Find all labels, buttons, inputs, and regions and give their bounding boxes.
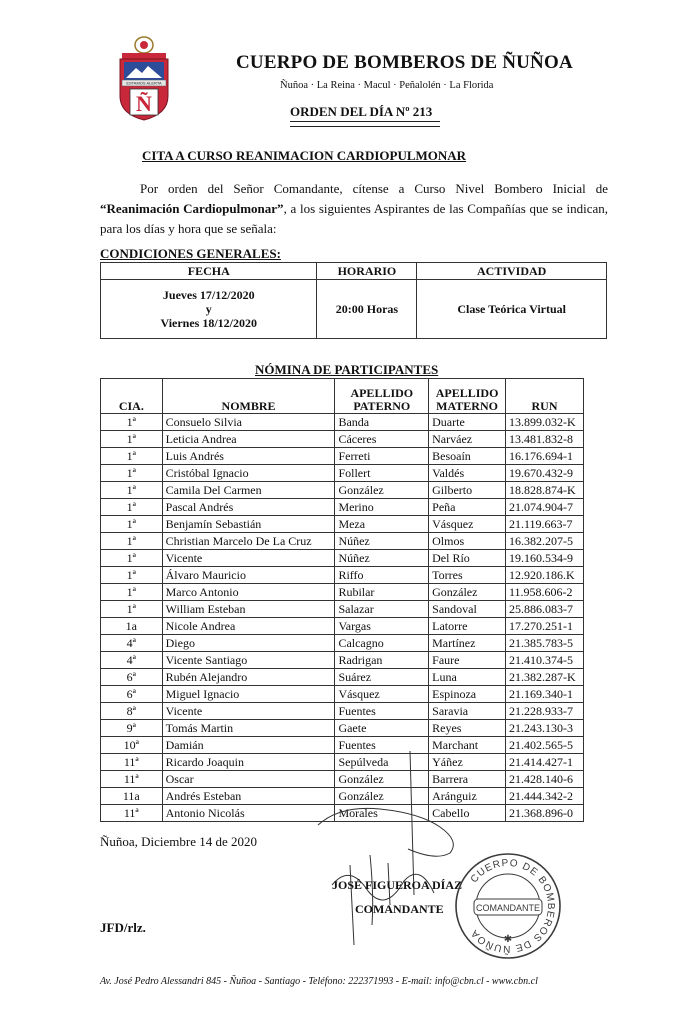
conditions-title: CONDICIONES GENERALES: xyxy=(100,246,281,261)
participant-apellido-paterno: Riffo xyxy=(335,567,429,584)
participant-apellido-materno: González xyxy=(429,584,506,601)
participant-cia: 1ª xyxy=(101,431,163,448)
participant-apellido-materno: Faure xyxy=(429,652,506,669)
intro-line2: , a los siguientes Aspirantes de las Compañías que se indican, para los días y hora que se señala: xyxy=(100,201,609,236)
participant-run: 19.160.534-9 xyxy=(506,550,584,567)
participant-run: 16.176.694-1 xyxy=(506,448,584,465)
participant-row xyxy=(101,567,584,584)
fecha-line1: Jueves 17/12/2020 xyxy=(162,288,255,302)
participant-row xyxy=(101,482,584,499)
participant-cia: 1ª xyxy=(101,448,163,465)
participant-apellido-materno: Aránguiz xyxy=(429,788,506,805)
participant-apellido-materno: Vásquez xyxy=(429,516,506,533)
participant-nombre: Ricardo Joaquin xyxy=(162,754,335,771)
participant-nombre: Damián xyxy=(162,737,335,754)
signer-role: COMANDANTE xyxy=(355,902,444,916)
participant-row xyxy=(101,533,584,550)
participant-nombre: Antonio Nicolás xyxy=(162,805,335,822)
participant-apellido-paterno: Núñez xyxy=(335,550,429,567)
participant-apellido-paterno: Ferreti xyxy=(335,448,429,465)
header-paterno-line1: APELLIDO xyxy=(350,386,414,400)
participant-row xyxy=(101,635,584,652)
participant-run: 21.243.130-3 xyxy=(506,720,584,737)
participant-cia: 1ª xyxy=(101,482,163,499)
org-name: CUERPO DE BOMBEROS DE ÑUÑOA xyxy=(236,52,573,73)
participant-nombre: Oscar xyxy=(162,771,335,788)
participant-cia: 1ª xyxy=(101,533,163,550)
participant-nombre: Benjamín Sebastián xyxy=(162,516,335,533)
participant-run: 21.385.783-5 xyxy=(506,635,584,652)
participant-cia: 1ª xyxy=(101,499,163,516)
participant-row xyxy=(101,720,584,737)
participant-run: 11.958.606-2 xyxy=(506,584,584,601)
participant-apellido-materno: Del Río xyxy=(429,550,506,567)
header-materno-line1: APELLIDO xyxy=(435,386,499,400)
participant-cia: 11ª xyxy=(101,754,163,771)
participant-run: 25.886.083-7 xyxy=(506,601,584,618)
participant-nombre: Vicente xyxy=(162,550,335,567)
participant-nombre: Consuelo Silvia xyxy=(162,414,335,431)
participant-row xyxy=(101,550,584,567)
participant-apellido-paterno: Calcagno xyxy=(335,635,429,652)
participant-apellido-materno: Luna xyxy=(429,669,506,686)
crest-banner-text: ESTAMOS ALERTA xyxy=(126,80,162,86)
participant-nombre: Nicole Andrea xyxy=(162,618,335,635)
participant-cia: 11a xyxy=(101,788,163,805)
participant-row xyxy=(101,686,584,703)
participant-apellido-paterno: Sepúlveda xyxy=(335,754,429,771)
participant-nombre: Cristóbal Ignacio xyxy=(162,465,335,482)
stamp-ring-text: CUERPO DE BOMBEROS DE ÑUÑOA xyxy=(468,857,557,955)
participant-nombre: Vicente Santiago xyxy=(162,652,335,669)
header-materno-line2: MATERNO xyxy=(436,399,498,413)
conditions-actividad-cell: Clase Teórica Virtual xyxy=(417,280,607,339)
document-subject: CITA A CURSO REANIMACION CARDIOPULMONAR xyxy=(142,148,467,163)
participant-run: 13.899.032-K xyxy=(506,414,584,431)
participant-apellido-paterno: González xyxy=(335,771,429,788)
participant-nombre: Álvaro Mauricio xyxy=(162,567,335,584)
participant-apellido-materno: Latorre xyxy=(429,618,506,635)
participant-cia: 1ª xyxy=(101,550,163,567)
participant-apellido-paterno: González xyxy=(335,788,429,805)
header-nombre: NOMBRE xyxy=(162,379,335,414)
conditions-fecha-cell xyxy=(101,280,317,339)
participant-run: 21.444.342-2 xyxy=(506,788,584,805)
participant-nombre: Miguel Ignacio xyxy=(162,686,335,703)
participant-run: 21.228.933-7 xyxy=(506,703,584,720)
participant-cia: 10ª xyxy=(101,737,163,754)
institution-crest-logo xyxy=(116,36,172,122)
participant-cia: 1ª xyxy=(101,584,163,601)
participant-apellido-materno: Marchant xyxy=(429,737,506,754)
participant-apellido-materno: Sandoval xyxy=(429,601,506,618)
participant-apellido-paterno: Morales xyxy=(335,805,429,822)
participant-apellido-paterno: Vásquez xyxy=(335,686,429,703)
participant-apellido-materno: Peña xyxy=(429,499,506,516)
participant-cia: 1ª xyxy=(101,601,163,618)
participant-cia: 6ª xyxy=(101,686,163,703)
participant-nombre: Marco Antonio xyxy=(162,584,335,601)
participant-apellido-materno: Espinoza xyxy=(429,686,506,703)
conditions-row xyxy=(101,280,607,339)
participant-run: 21.402.565-5 xyxy=(506,737,584,754)
participant-run: 13.481.832-8 xyxy=(506,431,584,448)
participant-apellido-paterno: Follert xyxy=(335,465,429,482)
participant-run: 21.428.140-6 xyxy=(506,771,584,788)
conditions-header-row xyxy=(101,263,607,280)
participant-apellido-materno: Gilberto xyxy=(429,482,506,499)
participant-row xyxy=(101,516,584,533)
participant-run: 19.670.432-9 xyxy=(506,465,584,482)
participant-apellido-paterno: Rubilar xyxy=(335,584,429,601)
org-communes: Ñuñoa · La Reina · Macul · Peñalolén · La Florida xyxy=(280,80,494,91)
participant-nombre: Andrés Esteban xyxy=(162,788,335,805)
participant-run: 21.414.427-1 xyxy=(506,754,584,771)
participant-cia: 4ª xyxy=(101,652,163,669)
place-date: Ñuñoa, Diciembre 14 de 2020 xyxy=(100,834,258,849)
participant-cia: 1a xyxy=(101,618,163,635)
participant-apellido-materno: Torres xyxy=(429,567,506,584)
participant-cia: 4ª xyxy=(101,635,163,652)
participant-apellido-materno: Martínez xyxy=(429,635,506,652)
participant-apellido-materno: Besoaín xyxy=(429,448,506,465)
participant-run: 16.382.207-5 xyxy=(506,533,584,550)
participant-apellido-paterno: Vargas xyxy=(335,618,429,635)
intro-line1: Por orden del Señor Comandante, cítense a Curso Nivel Bombero Inicial de xyxy=(140,181,608,196)
participant-nombre: Vicente xyxy=(162,703,335,720)
signer-name: JOSÉ FIGUEROA DÍAZ xyxy=(332,878,463,892)
participant-nombre: Luis Andrés xyxy=(162,448,335,465)
participant-cia: 1ª xyxy=(101,414,163,431)
participant-row xyxy=(101,431,584,448)
participant-apellido-paterno: Merino xyxy=(335,499,429,516)
header-run: RUN xyxy=(506,379,584,414)
intro-course-name: “Reanimación Cardiopulmonar” xyxy=(100,201,284,216)
participant-nombre: Pascal Andrés xyxy=(162,499,335,516)
official-stamp xyxy=(454,852,562,960)
handwritten-signature xyxy=(310,745,470,955)
participant-row xyxy=(101,414,584,431)
participant-run: 21.368.896-0 xyxy=(506,805,584,822)
participant-cia: 1ª xyxy=(101,567,163,584)
intro-paragraph xyxy=(100,179,608,239)
participant-row xyxy=(101,601,584,618)
stamp-star-icon: ✱ xyxy=(503,934,513,945)
participant-row xyxy=(101,465,584,482)
participants-header-row xyxy=(101,379,584,414)
participant-apellido-paterno: Gaete xyxy=(335,720,429,737)
stamp-center-text: COMANDANTE xyxy=(475,903,541,913)
participant-apellido-paterno: Cáceres xyxy=(335,431,429,448)
participant-apellido-paterno: Suárez xyxy=(335,669,429,686)
participant-nombre: Leticia Andrea xyxy=(162,431,335,448)
header-materno xyxy=(429,379,506,414)
participant-nombre: William Esteban xyxy=(162,601,335,618)
conditions-table xyxy=(100,262,607,339)
footer-address: Av. José Pedro Alessandri 845 - Ñuñoa - Santiago - Teléfono: 222371993 - E-mail: info@cbn.cl - www.cbn.cl xyxy=(100,976,538,987)
participant-cia: 1ª xyxy=(101,516,163,533)
participant-cia: 11ª xyxy=(101,771,163,788)
participant-nombre: Diego xyxy=(162,635,335,652)
participant-apellido-materno: Barrera xyxy=(429,771,506,788)
participant-run: 12.920.186.K xyxy=(506,567,584,584)
participant-apellido-paterno: Fuentes xyxy=(335,737,429,754)
crest-letter: Ñ xyxy=(136,91,152,116)
participants-title: NÓMINA DE PARTICIPANTES xyxy=(255,362,439,377)
participant-apellido-paterno: Radrigan xyxy=(335,652,429,669)
participant-apellido-materno: Yáñez xyxy=(429,754,506,771)
order-title: ORDEN DEL DÍA Nº 213 xyxy=(290,104,433,119)
participant-apellido-materno: Saravia xyxy=(429,703,506,720)
participant-apellido-materno: Olmos xyxy=(429,533,506,550)
participant-apellido-paterno: Fuentes xyxy=(335,703,429,720)
fecha-line2: y xyxy=(205,302,212,316)
participant-apellido-materno: Narváez xyxy=(429,431,506,448)
participant-nombre: Christian Marcelo De La Cruz xyxy=(162,533,335,550)
participant-cia: 8ª xyxy=(101,703,163,720)
participant-nombre: Tomás Martin xyxy=(162,720,335,737)
participant-run: 18.828.874-K xyxy=(506,482,584,499)
participant-run: 21.119.663-7 xyxy=(506,516,584,533)
initials: JFD/rlz. xyxy=(100,920,146,935)
conditions-horario-cell: 20:00 Horas xyxy=(317,280,417,339)
participant-run: 17.270.251-1 xyxy=(506,618,584,635)
header-paterno xyxy=(335,379,429,414)
participant-apellido-paterno: Núñez xyxy=(335,533,429,550)
participant-run: 21.410.374-5 xyxy=(506,652,584,669)
header-cia: CIA. xyxy=(101,379,163,414)
participant-nombre: Camila Del Carmen xyxy=(162,482,335,499)
participant-row xyxy=(101,652,584,669)
participant-row xyxy=(101,703,584,720)
conditions-header-actividad: ACTIVIDAD xyxy=(417,263,607,280)
participant-nombre: Rubén Alejandro xyxy=(162,669,335,686)
participant-apellido-paterno: González xyxy=(335,482,429,499)
participant-row xyxy=(101,618,584,635)
participant-cia: 6ª xyxy=(101,669,163,686)
participant-apellido-paterno: Meza xyxy=(335,516,429,533)
participant-cia: 9ª xyxy=(101,720,163,737)
conditions-header-horario: HORARIO xyxy=(317,263,417,280)
conditions-header-fecha: FECHA xyxy=(101,263,317,280)
participant-apellido-materno: Reyes xyxy=(429,720,506,737)
participant-row xyxy=(101,669,584,686)
participant-row xyxy=(101,448,584,465)
order-title-double-rule xyxy=(290,121,440,127)
participant-apellido-paterno: Salazar xyxy=(335,601,429,618)
participant-run: 21.074.904-7 xyxy=(506,499,584,516)
participant-apellido-paterno: Banda xyxy=(335,414,429,431)
participant-run: 21.382.287-K xyxy=(506,669,584,686)
participant-cia: 11ª xyxy=(101,805,163,822)
header-paterno-line2: PATERNO xyxy=(353,399,411,413)
participant-run: 21.169.340-1 xyxy=(506,686,584,703)
participant-row xyxy=(101,499,584,516)
fecha-line3: Viernes 18/12/2020 xyxy=(160,316,258,330)
participant-row xyxy=(101,584,584,601)
participant-apellido-materno: Valdés xyxy=(429,465,506,482)
participant-apellido-materno: Duarte xyxy=(429,414,506,431)
participant-apellido-materno: Cabello xyxy=(429,805,506,822)
participant-cia: 1ª xyxy=(101,465,163,482)
